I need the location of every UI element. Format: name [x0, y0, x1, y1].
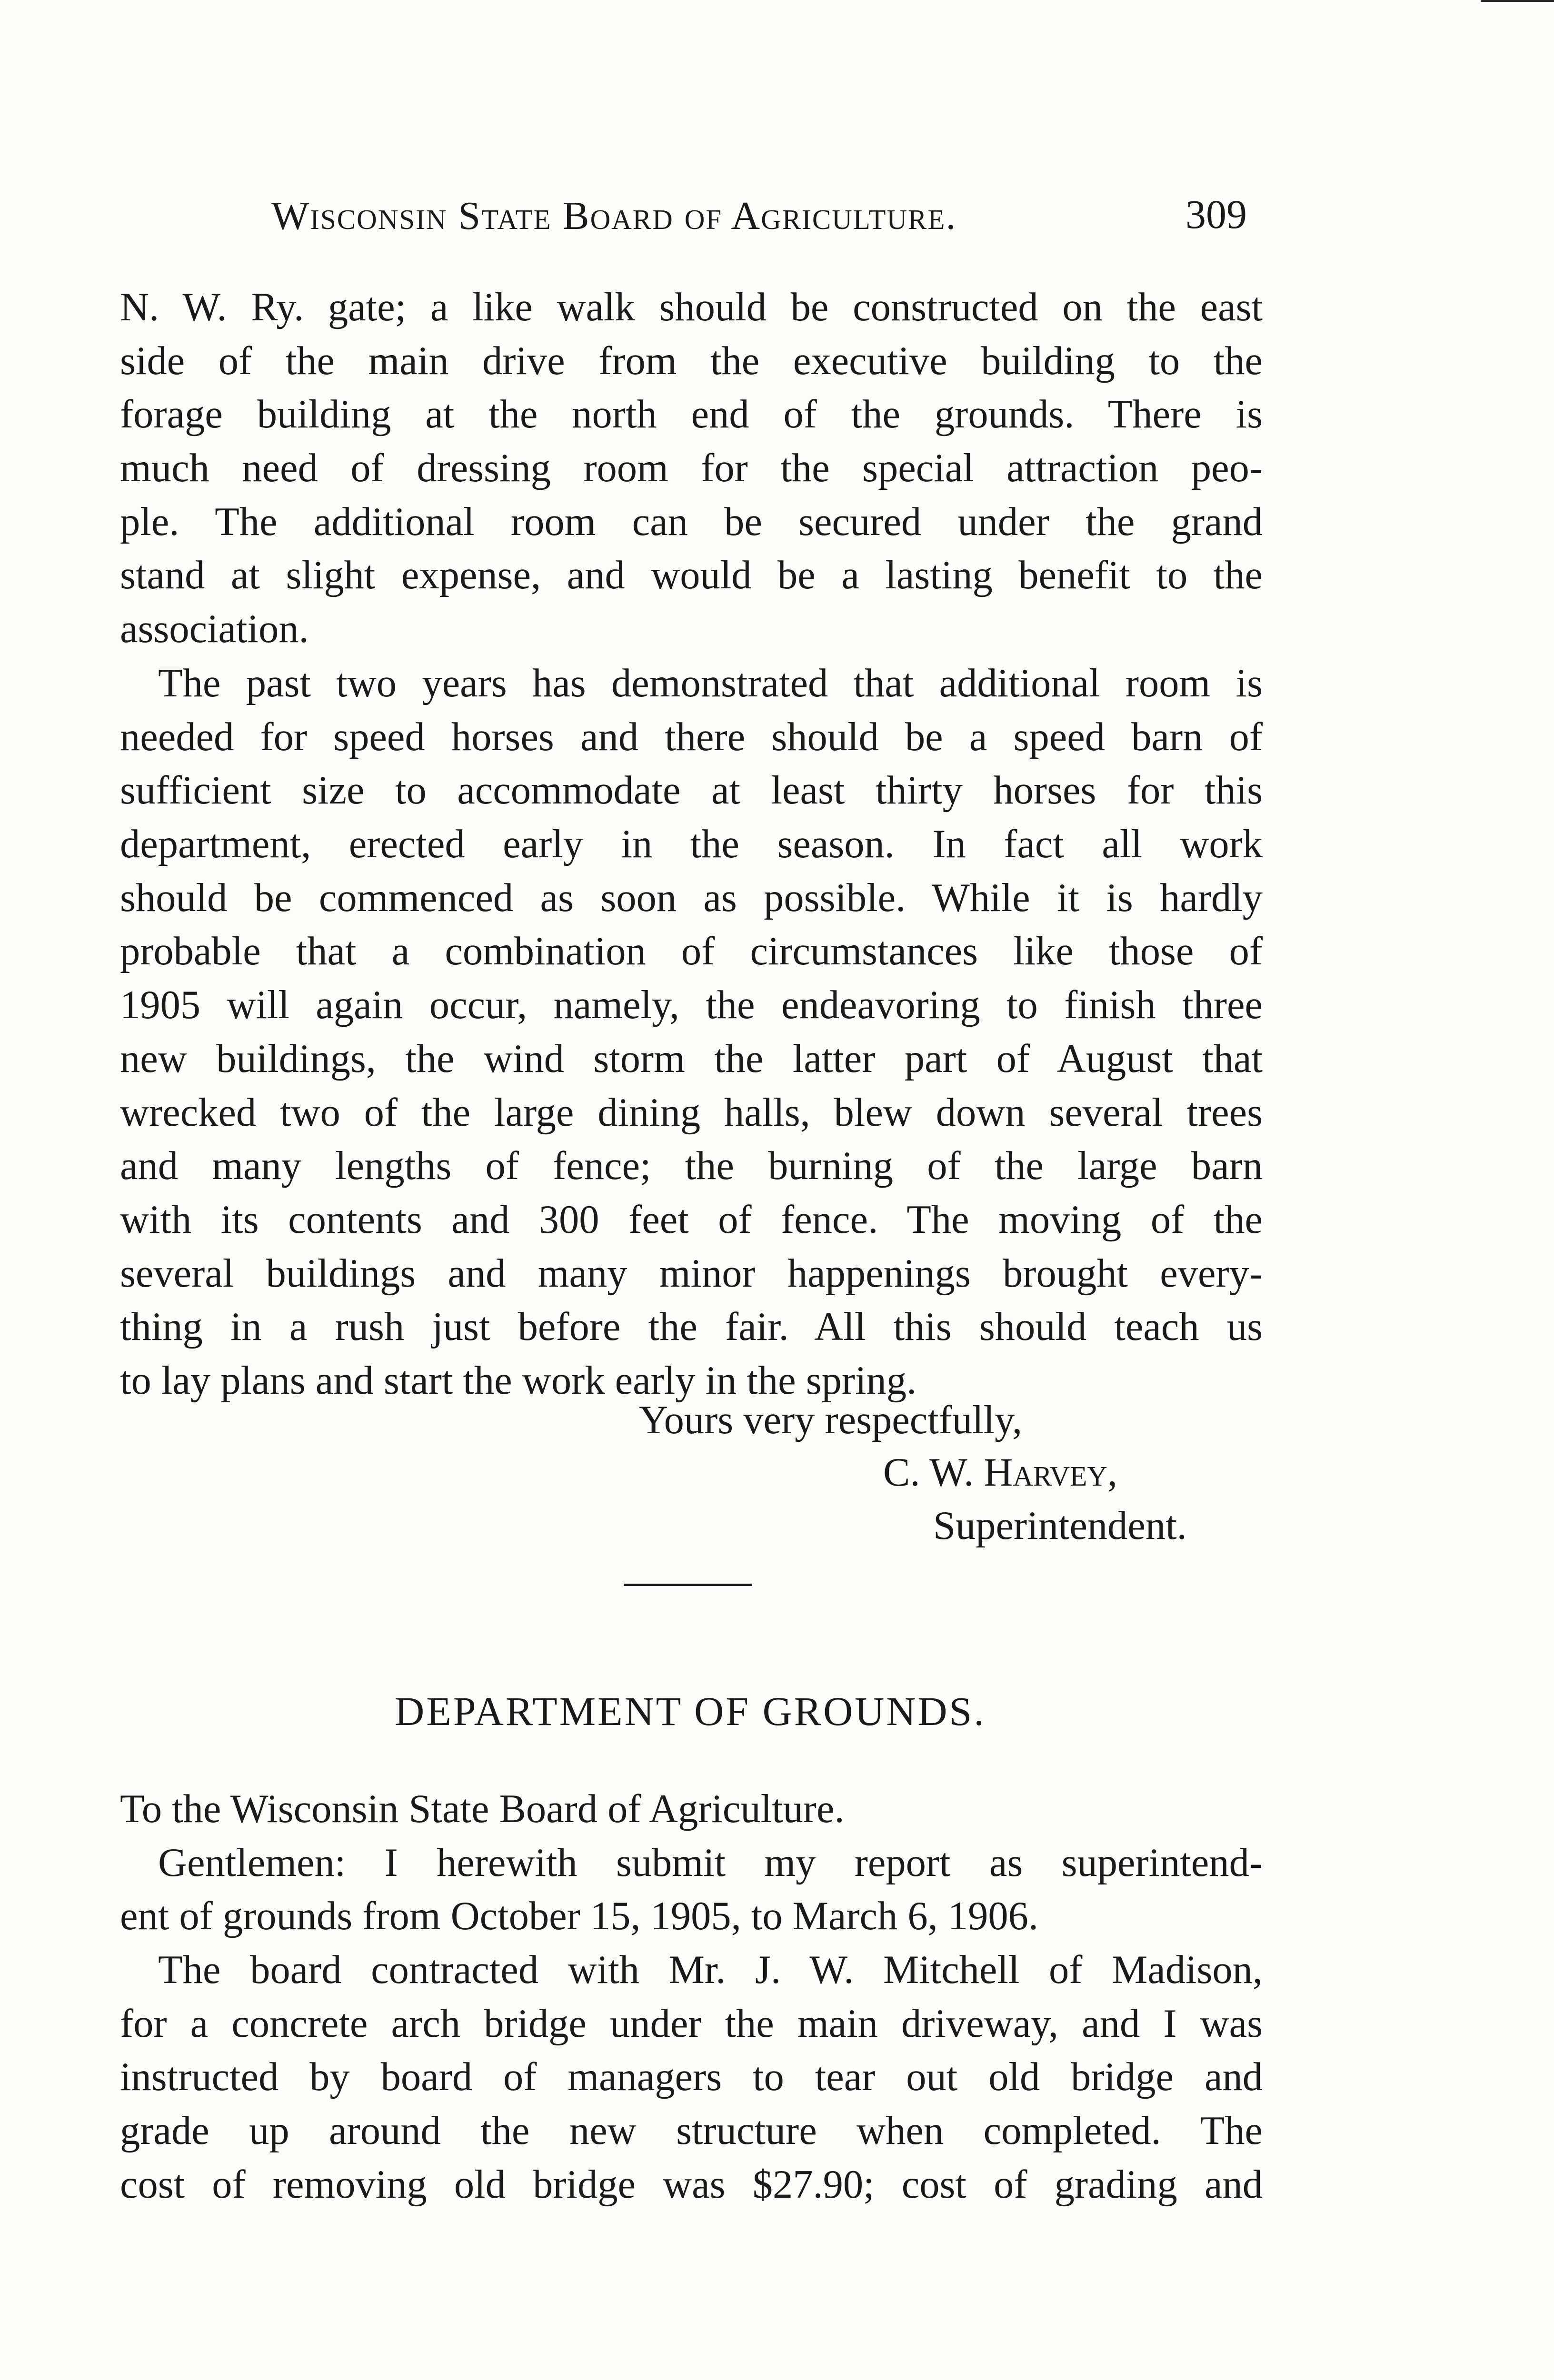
- text-line: cost of removing old bridge was $27.90; cost of grading and: [120, 2162, 1263, 2207]
- text-line: Gentlemen: I herewith submit my report as superintend-: [158, 1840, 1263, 1885]
- text-line: thing in a rush just before the fair. All this should teach us: [120, 1305, 1263, 1349]
- text-line: N. W. Ry. gate; a like walk should be constructed on the east: [120, 285, 1263, 329]
- text-line: should be commenced as soon as possible. While it is hardly: [120, 875, 1263, 920]
- text-line: several buildings and many minor happenings brought every-: [120, 1251, 1263, 1296]
- text-line: with its contents and 300 feet of fence. The moving of the: [120, 1197, 1263, 1242]
- text-line: instructed by board of managers to tear out old bridge and: [120, 2055, 1263, 2100]
- closing-salutation: Yours very respectfully,: [639, 1398, 1022, 1442]
- text-line: side of the main drive from the executive building to the: [120, 338, 1263, 383]
- page-edge-rule: [1481, 0, 1554, 2]
- section-divider: [624, 1584, 752, 1586]
- text-line: department, erected early in the season. In fact all work: [120, 822, 1263, 867]
- text-line: stand at slight expense, and would be a lasting benefit to the: [120, 553, 1263, 598]
- paragraph-grounds-report: [120, 1783, 1263, 2212]
- text-line: 1905 will again occur, namely, the endeavoring to finish three: [120, 983, 1263, 1028]
- text-line: for a concrete arch bridge under the main driveway, and I was: [120, 2001, 1263, 2046]
- paragraph-speed-barn: [120, 657, 1263, 1408]
- paragraph-continued: [120, 281, 1263, 656]
- text-line: sufficient size to accommodate at least thirty horses for this: [120, 768, 1263, 813]
- text-line: needed for speed horses and there should be a speed barn of: [120, 714, 1263, 759]
- text-line: To the Wisconsin State Board of Agriculture.: [120, 1787, 845, 1831]
- text-line: much need of dressing room for the special attraction peo-: [120, 446, 1263, 491]
- text-line: forage building at the north end of the grounds. There is: [120, 392, 1263, 437]
- signature-title: Superintendent.: [933, 1504, 1187, 1548]
- text-line: grade up around the new structure when completed. The: [120, 2109, 1263, 2153]
- running-header-title: Wisconsin State Board of Agriculture.: [271, 194, 957, 238]
- text-line: ent of grounds from October 15, 1905, to March 6, 1906.: [120, 1894, 1039, 1939]
- text-line: new buildings, the wind storm the latter part of August that: [120, 1036, 1263, 1081]
- text-line: The past two years has demonstrated that additional room is: [158, 661, 1263, 705]
- text-line: ple. The additional room can be secured under the grand: [120, 499, 1263, 544]
- text-line: and many lengths of fence; the burning of the large barn: [120, 1144, 1263, 1189]
- text-line: wrecked two of the large dining halls, blew down several trees: [120, 1090, 1263, 1135]
- text-line: probable that a combination of circumstances like those of: [120, 929, 1263, 974]
- text-line: to lay plans and start the work early in the spring.: [120, 1358, 917, 1403]
- text-line: The board contracted with Mr. J. W. Mitchell of Madison,: [158, 1948, 1263, 1993]
- section-heading: DEPARTMENT OF GROUNDS.: [395, 1688, 986, 1734]
- text-line: association.: [120, 607, 309, 652]
- signature-name: C. W. Harvey,: [883, 1450, 1117, 1495]
- page-number: 309: [1185, 191, 1247, 237]
